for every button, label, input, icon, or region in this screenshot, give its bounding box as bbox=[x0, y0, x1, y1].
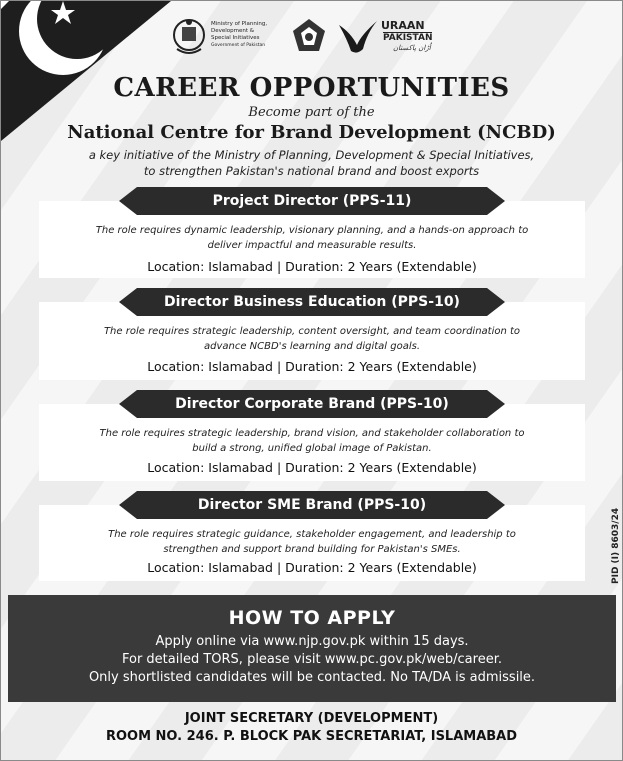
address-line: ROOM NO. 246. P. BLOCK PAK SECRETARIAT, ISLAMABAD bbox=[105, 729, 518, 744]
job-description-line-1: The role requires strategic leadership, content oversight, and team coordination to bbox=[103, 326, 521, 337]
job-title-banner bbox=[119, 288, 505, 316]
job-title: Project Director (PPS-11) bbox=[212, 193, 412, 209]
uraan-urdu-text: اُڑان پاکستان bbox=[393, 44, 431, 52]
job-description-line-1: The role requires strategic guidance, stakeholder engagement, and leadership to bbox=[108, 529, 516, 540]
job-description bbox=[69, 527, 555, 557]
job-description-line-2: strengthen and support brand building for Pakistan's SMEs. bbox=[163, 544, 461, 555]
job-title-banner bbox=[119, 187, 505, 215]
header bbox=[1, 73, 622, 179]
job-description bbox=[69, 426, 555, 456]
ministry-logo-subtext: Government of Pakistan bbox=[211, 43, 266, 48]
pid-number bbox=[599, 506, 621, 586]
job-title: Director Corporate Brand (PPS-10) bbox=[175, 396, 449, 412]
job-description-line-1: The role requires dynamic leadership, visionary planning, and a hands-on approach to bbox=[95, 225, 529, 236]
job-description-line-2: build a strong, unified global image of Pakistan. bbox=[192, 443, 432, 454]
page-title: CAREER OPPORTUNITIES bbox=[113, 73, 510, 103]
logo-row bbox=[171, 15, 461, 59]
tors-line: For detailed TORS, please visit www.pc.gov.pk/web/career. bbox=[121, 652, 502, 667]
job-description-line-2: advance NCBD's learning and digital goals. bbox=[203, 341, 420, 352]
how-to-apply-lines bbox=[8, 633, 616, 687]
job-card-project-director bbox=[39, 193, 585, 278]
job-title-banner bbox=[119, 491, 505, 519]
job-description-line-2: deliver impactful and measurable results. bbox=[207, 240, 417, 251]
joint-secretary-line: JOINT SECRETARY (DEVELOPMENT) bbox=[184, 711, 439, 726]
job-card-director-sme-brand bbox=[39, 497, 585, 581]
tagline-line-2: to strengthen Pakistan's national brand and boost exports bbox=[143, 164, 480, 178]
job-card-director-business-education bbox=[39, 294, 585, 380]
become-part-text: Become part of the bbox=[248, 105, 375, 120]
pakistan-logo-text: PAKISTAN bbox=[383, 33, 433, 43]
job-description bbox=[69, 223, 555, 253]
how-to-apply-title: HOW TO APPLY bbox=[228, 607, 396, 629]
job-location: Location: Islamabad | Duration: 2 Years (Extendable) bbox=[147, 359, 477, 374]
ncbd-emblem-icon bbox=[289, 15, 329, 59]
job-title-banner bbox=[119, 390, 505, 418]
apply-online-line: Apply online via www.njp.gov.pk within 15 days. bbox=[155, 634, 469, 649]
job-description bbox=[69, 324, 555, 354]
pid-text: PID (I) 8603/24 bbox=[611, 507, 621, 584]
contact-footer bbox=[1, 710, 622, 746]
job-title: Director SME Brand (PPS-10) bbox=[197, 497, 427, 513]
ministry-logo-text: Ministry of Planning, Development & Special Initiatives bbox=[211, 21, 268, 41]
job-card-director-corporate-brand bbox=[39, 396, 585, 481]
shortlisted-line: Only shortlisted candidates will be contacted. No TA/DA is admissile. bbox=[88, 670, 536, 685]
job-location: Location: Islamabad | Duration: 2 Years (Extendable) bbox=[147, 259, 477, 274]
job-description-line-1: The role requires strategic leadership, brand vision, and stakeholder collaboration to bbox=[99, 428, 525, 439]
tagline-line-1: a key initiative of the Ministry of Planning, Development & Special Initiatives, bbox=[88, 148, 535, 162]
job-location: Location: Islamabad | Duration: 2 Years (Extendable) bbox=[147, 560, 477, 575]
job-location: Location: Islamabad | Duration: 2 Years (Extendable) bbox=[147, 460, 477, 475]
uraan-bird-icon bbox=[337, 15, 379, 59]
state-emblem-icon bbox=[171, 15, 207, 59]
uraan-logo-text: URAAN bbox=[381, 19, 425, 32]
organization-name: National Centre for Brand Development (NCBD) bbox=[67, 122, 556, 143]
how-to-apply-panel bbox=[8, 595, 616, 702]
tagline bbox=[1, 147, 622, 179]
job-title: Director Business Education (PPS-10) bbox=[164, 294, 460, 310]
